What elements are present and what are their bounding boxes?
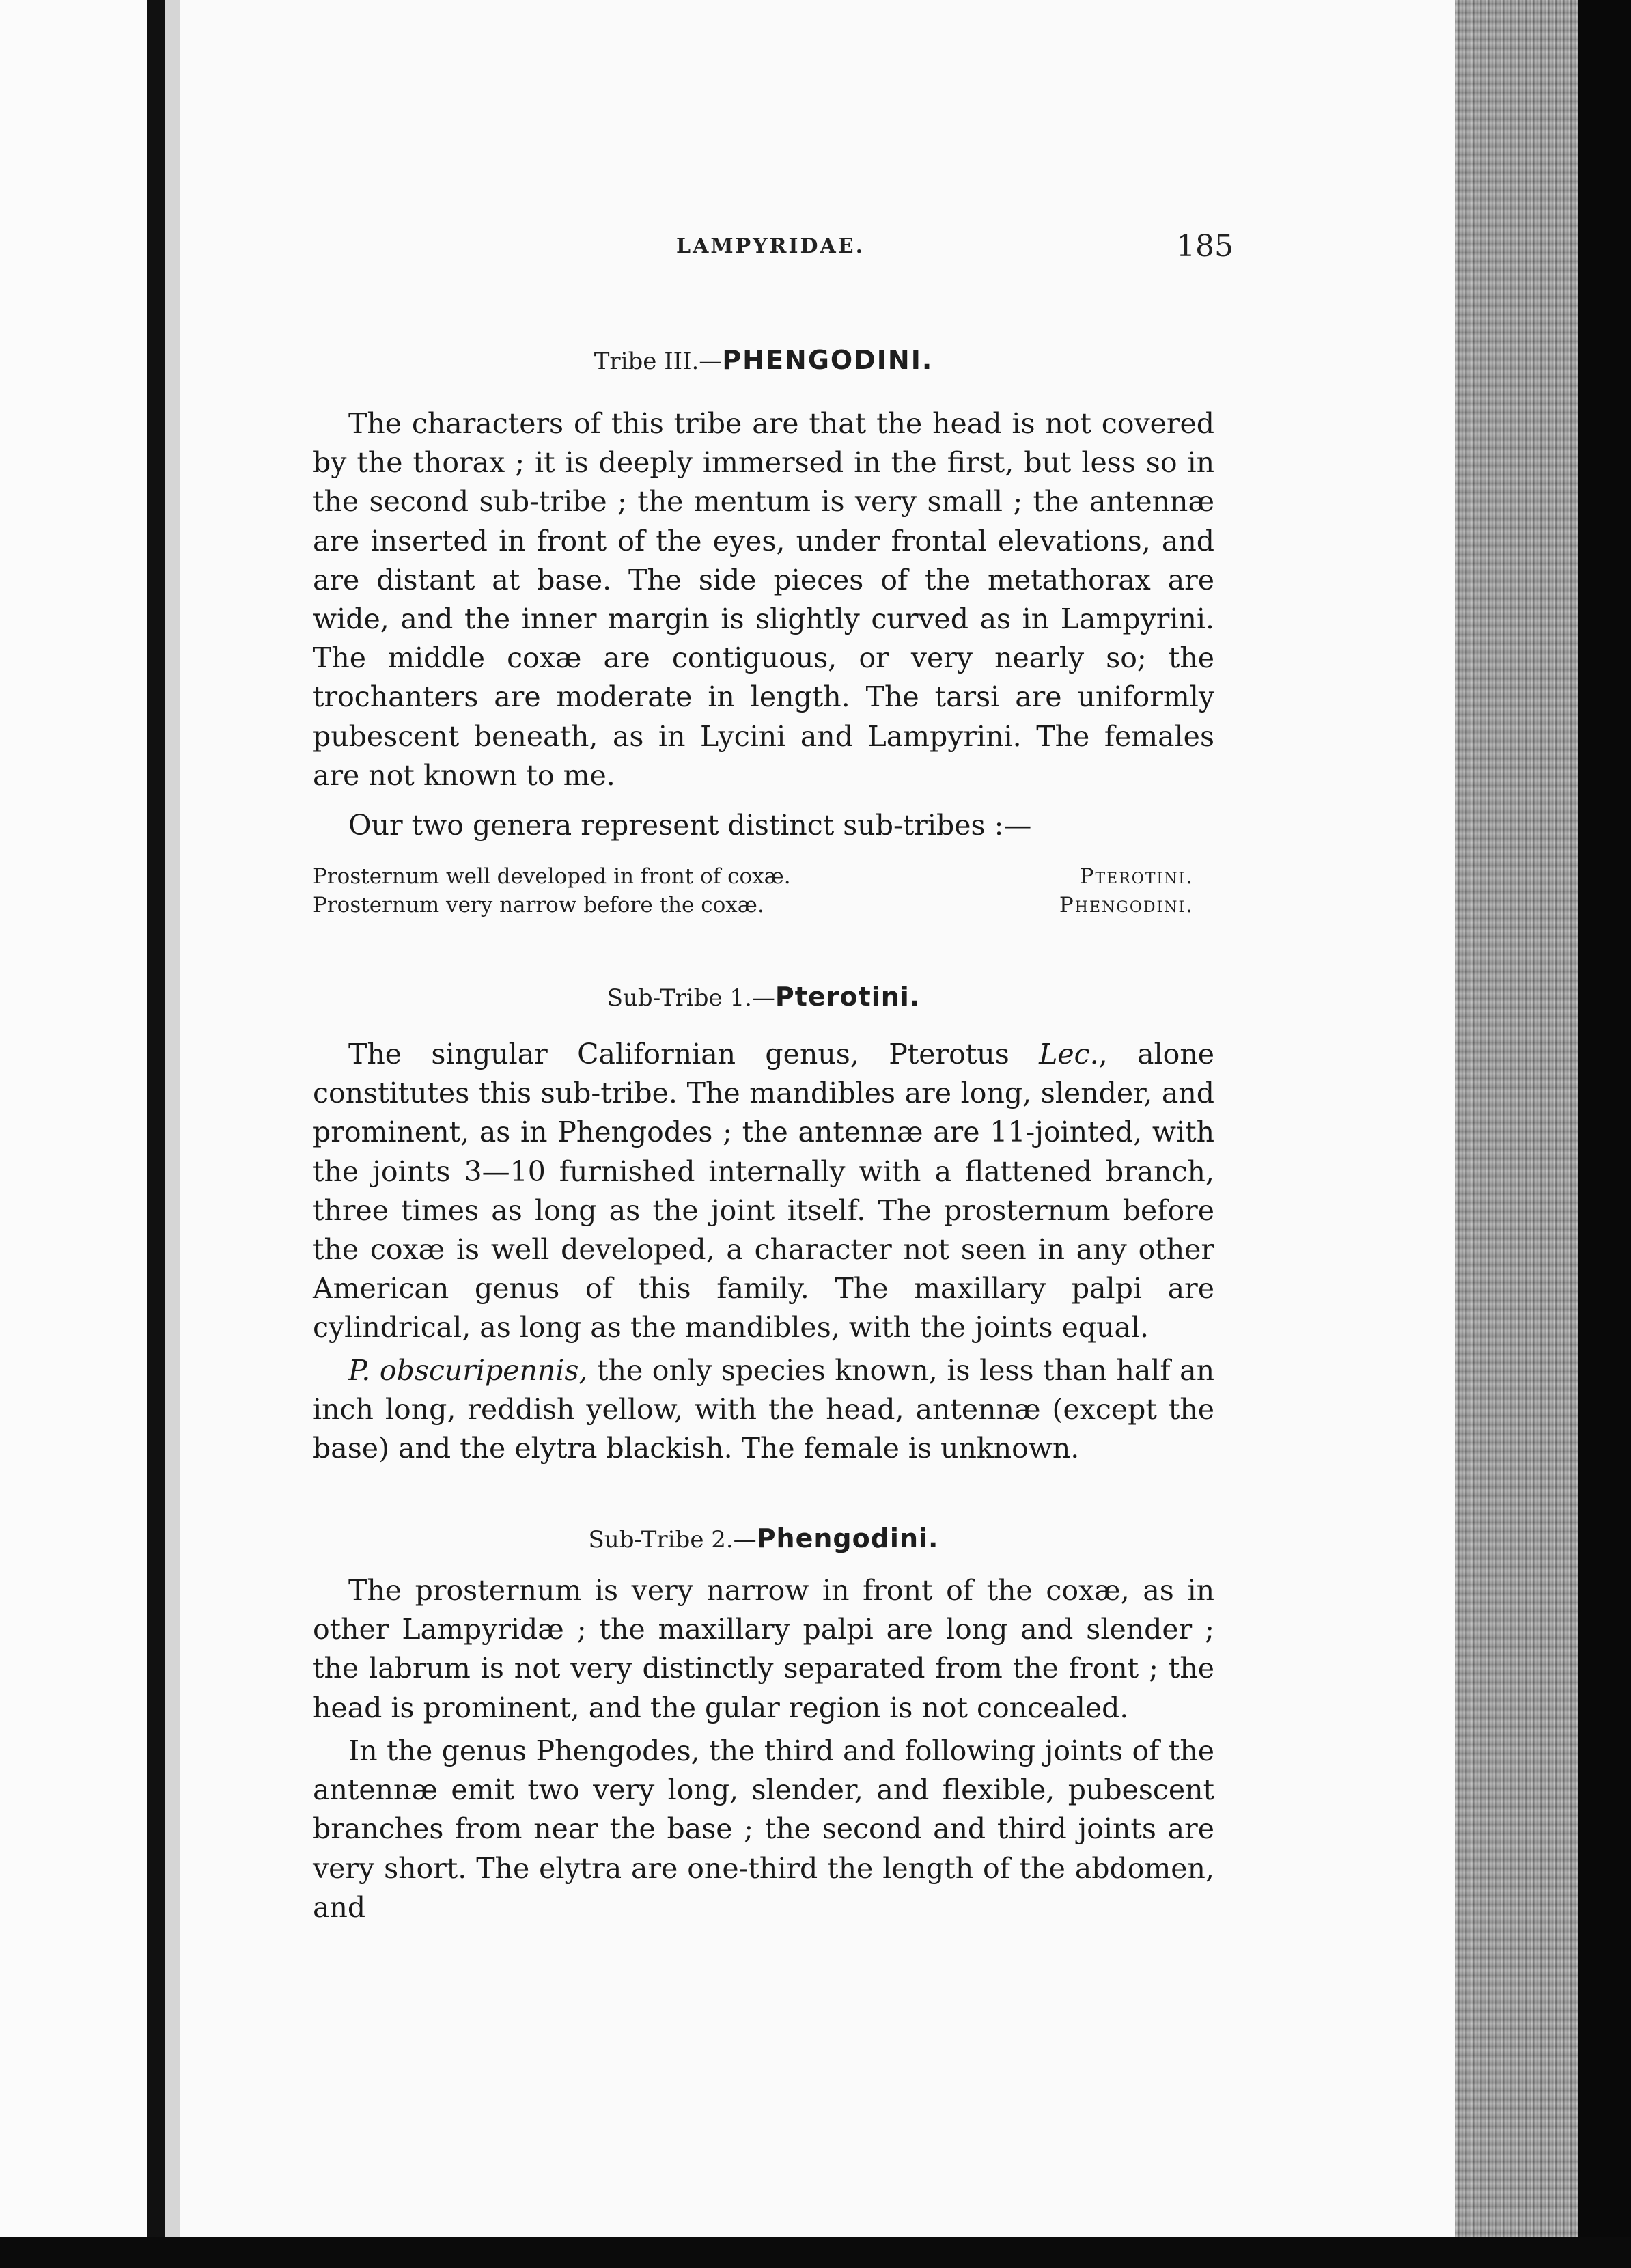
- species-name: P. obscuripennis,: [348, 1354, 588, 1387]
- key-group: Phengodini.: [1059, 893, 1194, 917]
- subtribe2-text-2: In the genus Phengodes, the third and following joints of the antennæ emit two very long, slender, and flexible, pubescent branches from near the base ; the second and third joints are very short. The elytra are one-third the length of the abdomen, and: [313, 1734, 1214, 1924]
- tribe-heading: [313, 345, 1214, 375]
- subtribe1-heading-name: Pterotini.: [775, 982, 921, 1012]
- genera-intro: [313, 806, 1214, 845]
- subtribe2-heading-name: Phengodini.: [756, 1523, 939, 1553]
- running-title: LAMPYRIDAE.: [676, 234, 865, 258]
- subtribe2-heading-prefix: Sub-Tribe 2.—: [588, 1526, 757, 1553]
- bottom-scan-border: [0, 2237, 1631, 2268]
- genera-intro-text: Our two genera represent distinct sub-tribes :—: [348, 809, 1032, 842]
- subtribe2-paragraph-1: [313, 1571, 1214, 1728]
- subtribe2-heading: [313, 1523, 1214, 1553]
- left-scan-border: [147, 0, 165, 2268]
- key-character: Prosternum very narrow before the coxæ.: [313, 893, 764, 917]
- subtribe2-text-1: The prosternum is very narrow in front of the coxæ, as in other Lampyridæ ; the maxillary palpi are long and slender ; the labrum is not very distinctly separated from the front ; the head is prominent, and the gular region is not concealed.: [313, 1574, 1214, 1724]
- key-row: [313, 864, 1194, 893]
- page-number: 185: [1176, 229, 1233, 264]
- subtribe1-text-start: The singular Californian genus, Pterotus: [348, 1038, 1040, 1070]
- key-row: [313, 893, 1194, 922]
- subtribe1-paragraph-1: [313, 1035, 1214, 1348]
- author-abbrev: Lec.: [1039, 1038, 1099, 1070]
- species-description: the only species known, is less than half an inch long, reddish yellow, with the head, antennæ (except the base) and the elytra blackish. The female is unknown.: [313, 1354, 1215, 1465]
- subtribe1-heading: [313, 982, 1214, 1012]
- left-margin: [0, 0, 147, 2268]
- page-gutter: [165, 0, 180, 2268]
- tribe-heading-prefix: Tribe III.—: [594, 348, 723, 375]
- subtribe1-heading-prefix: Sub-Tribe 1.—: [607, 984, 775, 1012]
- subtribe1-text-rest: , alone constitutes this sub-tribe. The mandibles are long, slender, and prominent, as in Phengodes ; the antennæ are 11-jointed, with the joints 3—10 furnished internally with a flattened branch, three times as long as the joint itself. The prosternum before the coxæ is well developed, a character not seen in any other American genus of this family. The maxillary palpi are cylindrical, as long as the mandibles, with the joints equal.: [313, 1038, 1214, 1344]
- tribe-heading-name: PHENGODINI.: [722, 345, 934, 375]
- key-group: Pterotini.: [1079, 864, 1194, 889]
- tribe-description: [313, 404, 1214, 795]
- key-character: Prosternum well developed in front of coxæ.: [313, 864, 791, 889]
- subtribe1-paragraph-2: [313, 1351, 1214, 1469]
- right-scan-border: [1578, 0, 1631, 2268]
- genera-key: [313, 864, 1194, 922]
- subtribe2-paragraph-2: [313, 1732, 1214, 1927]
- tribe-description-text: The characters of this tribe are that the head is not covered by the thorax ; it is deeply immersed in the first, but less so in the second sub-tribe ; the mentum is very small ; the antennæ are inserted in front of the eyes, under frontal elevations, and are distant at base. The side pieces of the metathorax are wide, and the inner margin is slightly curved as in Lampyrini. The middle coxæ are contiguous, or very nearly so; the trochanters are moderate in length. The tarsi are uniformly pubescent beneath, as in Lycini and Lampyrini. The females are not known to me.: [313, 407, 1214, 792]
